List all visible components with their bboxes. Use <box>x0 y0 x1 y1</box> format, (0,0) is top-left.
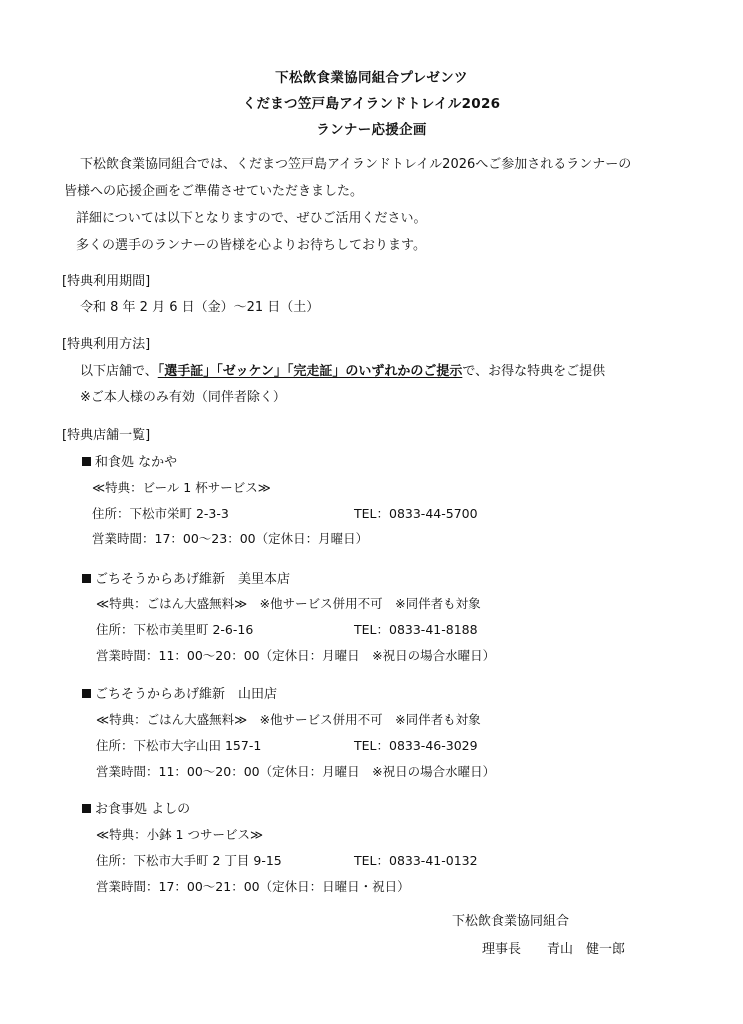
shop-1-hours: 営業時間：17：00～23：00（定休日：月曜日） <box>92 531 369 546</box>
method-emphasis: 「選手証」「ゼッケン」「完走証」のいずれかのご提示 <box>157 364 463 379</box>
shops-heading: [特典店舗一覧] <box>62 428 151 443</box>
method-pre: 以下店舗で、 <box>80 364 158 379</box>
method-heading: [特典利用方法] <box>62 337 151 352</box>
shop-2-address: 住所：下松市美里町 2-6-16 <box>96 622 254 637</box>
shop-3-tel: TEL：0833-46-3029 <box>354 738 478 753</box>
title-line-2: くだまつ笠戸島アイランドトレイル2026 <box>242 96 501 112</box>
intro-paragraph-4: 多くの選手のランナーの皆様を心よりお待ちしております。 <box>76 238 426 253</box>
shop-2-hours: 営業時間：11：00～20：00（定休日：月曜日 ※祝日の場合水曜日） <box>96 648 496 663</box>
intro-paragraph-3: 詳細については以下となりますので、ぜひご活用ください。 <box>76 211 427 226</box>
shop-3-address: 住所：下松市大字山田 157-1 <box>96 738 262 753</box>
period-heading: [特典利用期間] <box>62 274 151 289</box>
shop-2-name <box>82 568 290 587</box>
shop-1-name <box>82 451 177 470</box>
signature-person: 理事長 青山 健一郎 <box>482 942 626 957</box>
shop-3-hours: 営業時間：11：00～20：00（定休日：月曜日 ※祝日の場合水曜日） <box>96 764 496 779</box>
shop-1-name-text: 和食処 なかや <box>95 455 178 470</box>
intro-paragraph-2: 皆様への応援企画をご準備させていただきました。 <box>64 184 364 199</box>
method-post: で、お得な特典をご提供 <box>462 364 606 379</box>
title-line-3: ランナー応援企画 <box>316 122 427 138</box>
shop-2-benefit: ≪特典：ごはん大盛無料≫ ※他サービス併用不可 ※同伴者も対象 <box>96 596 481 611</box>
shop-4-name <box>82 798 190 817</box>
title-line-1: 下松飲食業協同組合プレゼンツ <box>275 70 468 86</box>
shop-4-benefit: ≪特典：小鉢 1 つサービス≫ <box>96 827 264 842</box>
shop-1-benefit: ≪特典：ビール 1 杯サービス≫ <box>92 480 271 495</box>
shop-4-hours: 営業時間：17：00～21：00（定休日：日曜日・祝日） <box>96 879 410 894</box>
period-value: 令和 8 年 2 月 6 日（金）～21 日（土） <box>80 300 320 315</box>
shop-3-name-text: ごちそうからあげ維新 山田店 <box>95 687 278 702</box>
square-bullet-icon <box>82 574 91 583</box>
shop-3-benefit: ≪特典：ごはん大盛無料≫ ※他サービス併用不可 ※同伴者も対象 <box>96 712 481 727</box>
square-bullet-icon <box>82 804 91 813</box>
intro-paragraph-1: 下松飲食業協同組合では、くだまつ笠戸島アイランドトレイル2026へご参加されるランナーの <box>80 157 632 172</box>
square-bullet-icon <box>82 457 91 466</box>
shop-3-name <box>82 683 277 702</box>
square-bullet-icon <box>82 689 91 698</box>
shop-4-tel: TEL：0833-41-0132 <box>354 853 478 868</box>
method-description <box>80 360 605 379</box>
shop-2-name-text: ごちそうからあげ維新 美里本店 <box>95 572 291 587</box>
shop-4-address: 住所：下松市大手町 2 丁目 9-15 <box>96 853 282 868</box>
signature-org: 下松飲食業協同組合 <box>452 914 570 929</box>
shop-1-address: 住所：下松市栄町 2-3-3 <box>92 506 229 521</box>
shop-4-name-text: お食事処 よしの <box>95 802 191 817</box>
method-note: ※ご本人様のみ有効（同伴者除く） <box>80 390 286 405</box>
shop-2-tel: TEL：0833-41-8188 <box>354 622 478 637</box>
shop-1-tel: TEL：0833-44-5700 <box>354 506 478 521</box>
